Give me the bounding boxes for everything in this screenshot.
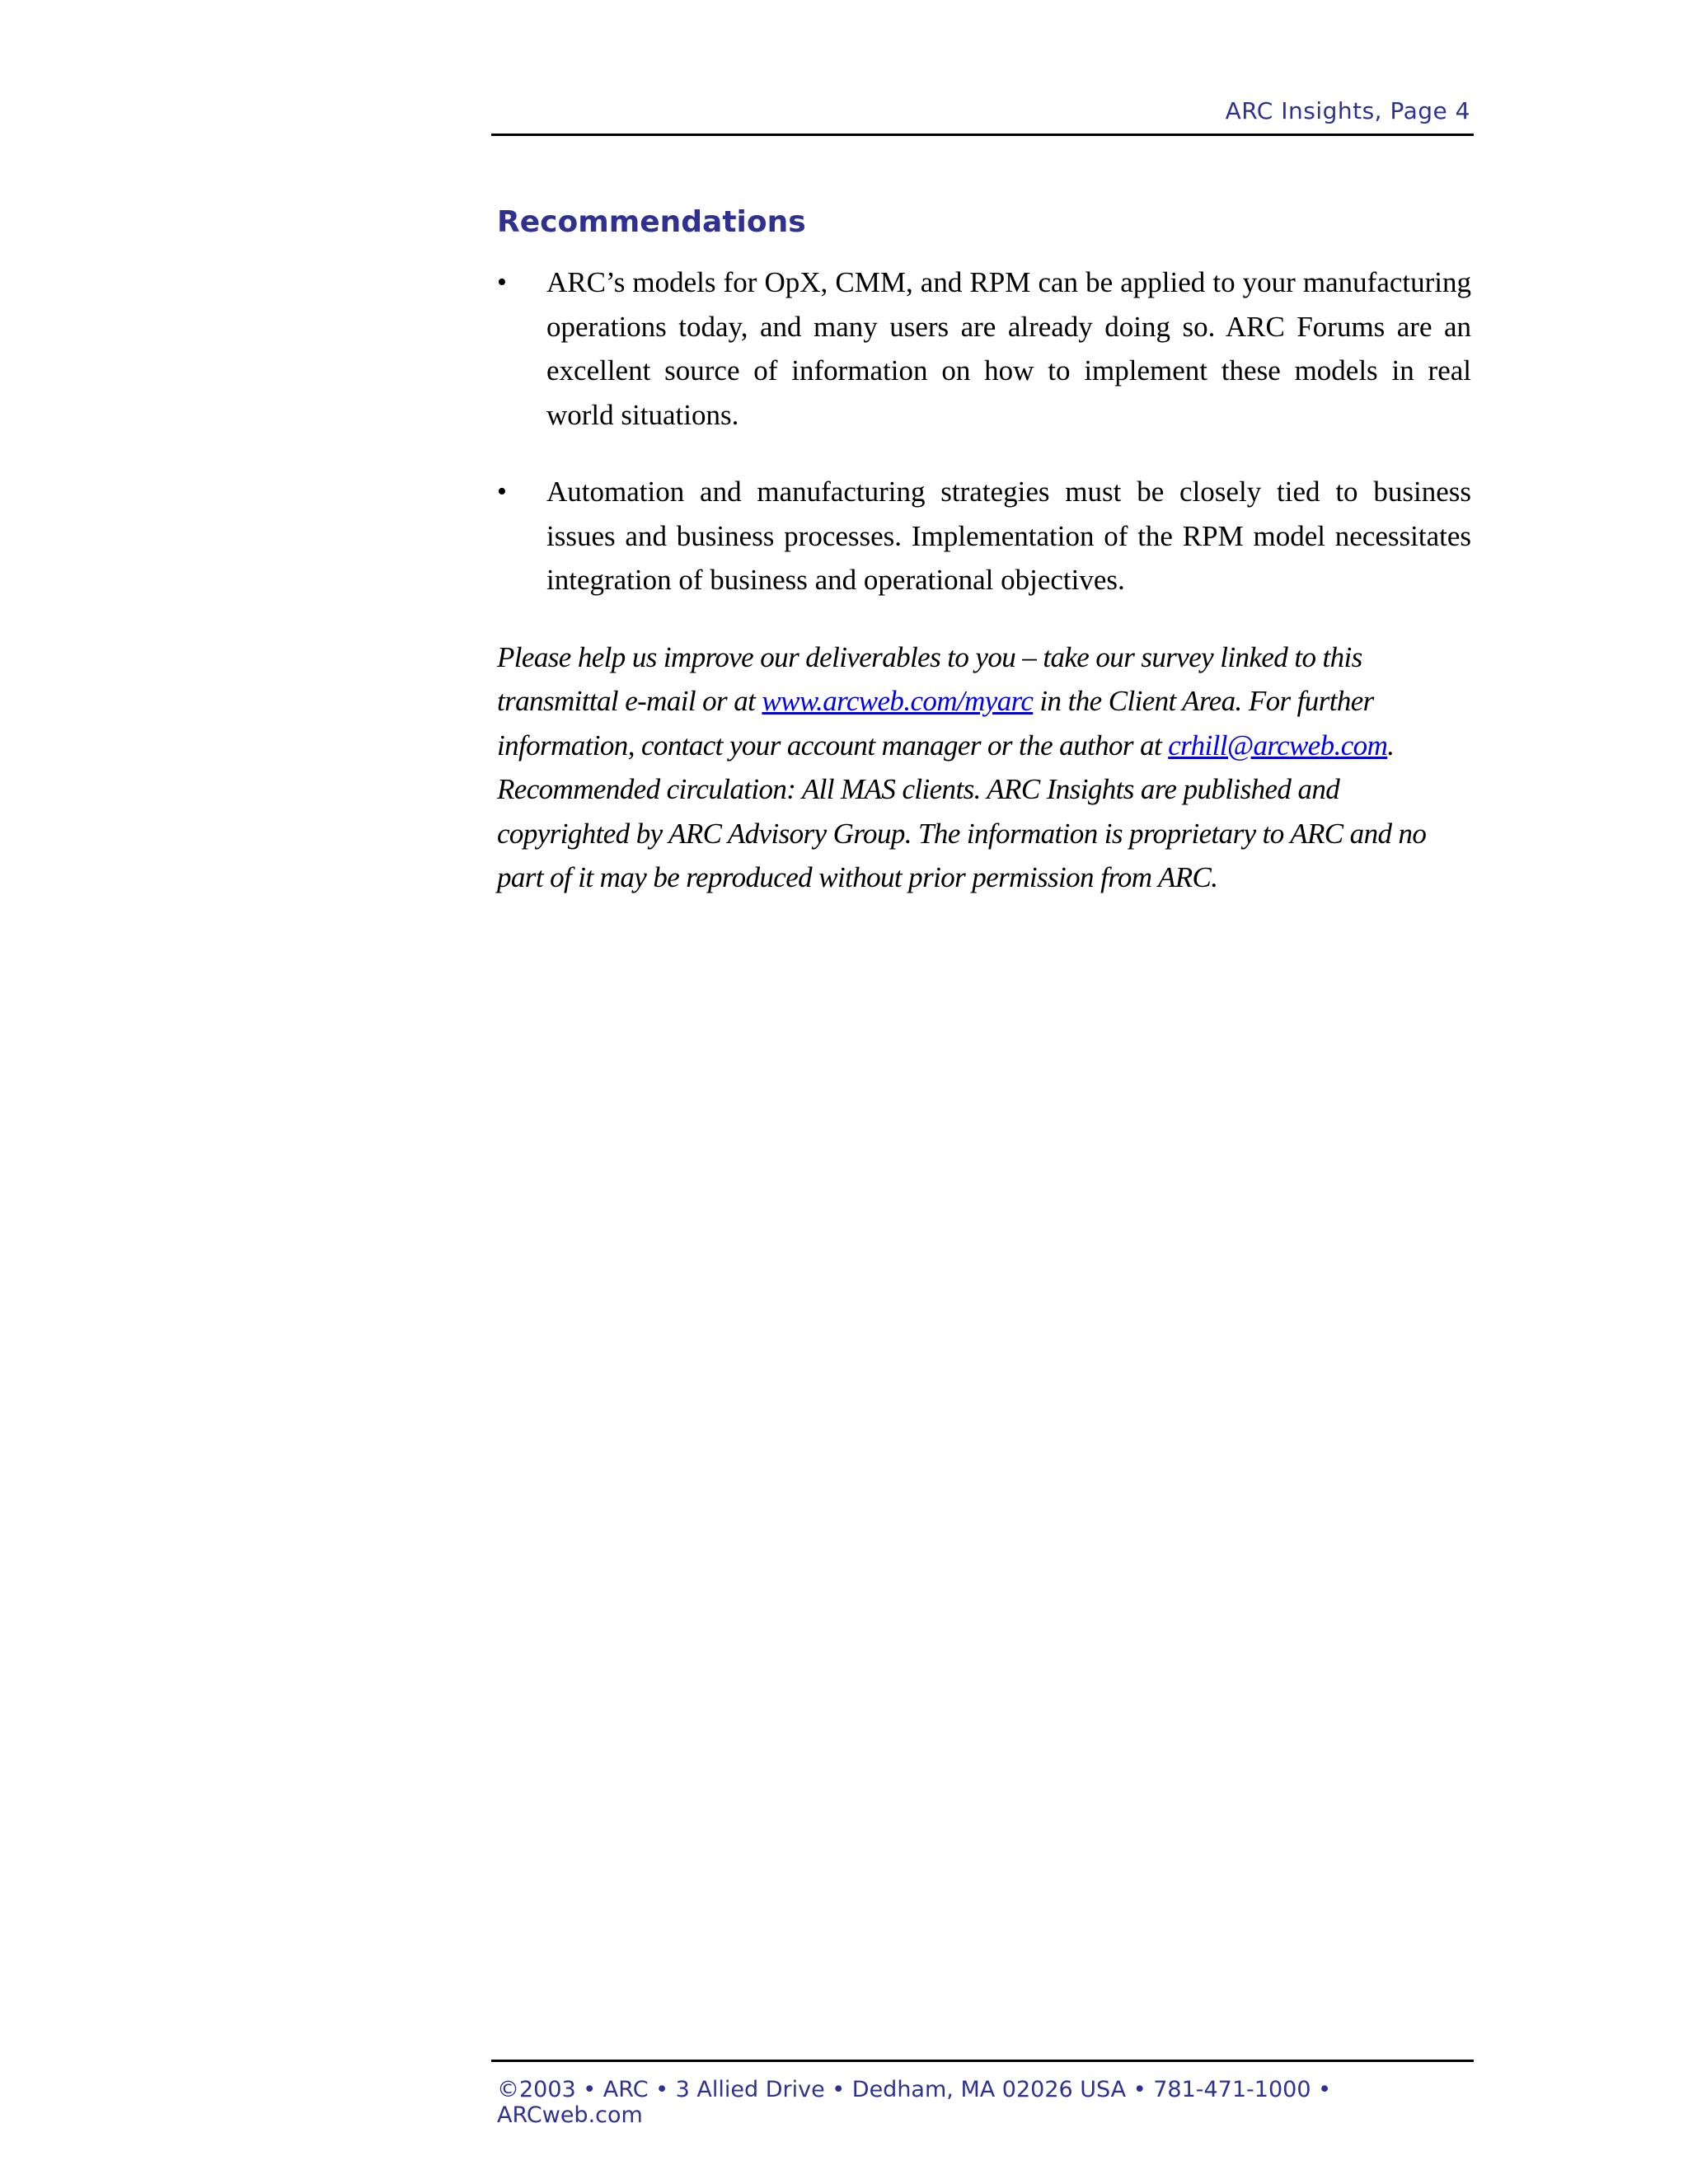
header-rule [491,134,1474,136]
closing-text-part1: Please help us improve our deliverables to you – take our survey linked to this transmittal e-mail or at [497,640,1362,717]
list-item-text: ARC’s models for OpX, CMM, and RPM can be applied to your manufacturing operations today, and many users are already doing so. ARC Forums are an excellent source of information on how to implement these models in real world situations. [546,266,1471,431]
bullet-icon: • [497,267,507,298]
running-header: ARC Insights, Page 4 [1225,97,1470,124]
main-content [497,198,1471,929]
footer-rule [491,2060,1474,2062]
closing-text-part2: in the Client Area. For further information, contact your account manager or the author at [497,685,1374,762]
list-item-text: Automation and manufacturing strategies must be closely tied to business issues and business processes. Implementation of the RPM model necessitates integration of business and operational objectives. [546,476,1471,596]
recommendations-list [497,260,1471,602]
author-email-link[interactable]: crhill@arcweb.com [1168,729,1388,762]
bullet-icon: • [497,476,507,507]
myarc-link[interactable]: www.arcweb.com/myarc [762,685,1034,717]
list-item [497,470,1471,602]
section-heading: Recommendations [497,205,806,239]
page-footer: ©2003 • ARC • 3 Allied Drive • Dedham, MA 02026 USA • 781-471-1000 • ARCweb.com [497,2077,1331,2128]
closing-text-part3: . Recommended circulation: All MAS clients. ARC Insights are published and copyrighted by ARC Advisory Group. The information is proprietary to ARC and no part of it may be reproduced without prior permission from ARC. [497,729,1427,893]
closing-note [497,635,1471,900]
list-item [497,260,1471,437]
